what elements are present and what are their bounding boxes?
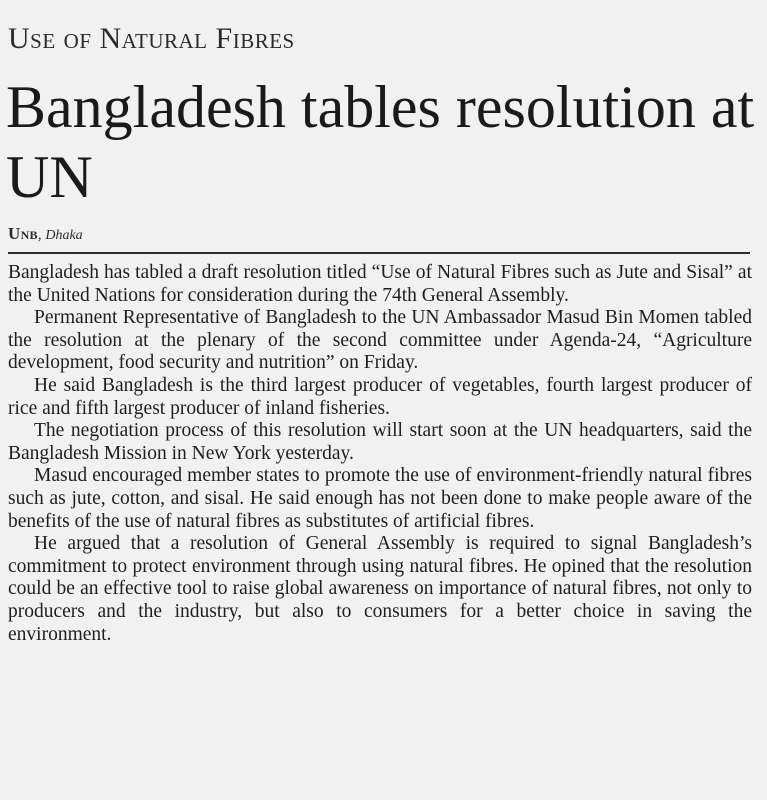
headline: Bangladesh tables resolution at UN xyxy=(6,74,755,210)
byline-place: Dhaka xyxy=(45,228,83,243)
byline-agency: Unb xyxy=(8,224,38,243)
byline-separator: , xyxy=(37,227,46,243)
paragraph: He argued that a resolution of General Assembly is required to signal Bangladesh’s commitment to protect environment through using natural fibres. He opined that the resolution could be an effective tool to raise global awareness on importance of natural fibres, not only to producers and the industry, but also to consumers for a better choice in saving the environment. xyxy=(8,533,752,645)
paragraph: Bangladesh has tabled a draft resolution titled “Use of Natural Fibres such as Jute and Sisal” at the United Nations for consideration during the 74th General Assembly. xyxy=(8,262,752,306)
paragraph: The negotiation process of this resolution will start soon at the UN headquarters, said the Bangladesh Mission in New York yesterday. xyxy=(8,420,752,464)
byline xyxy=(8,224,83,244)
paragraph: Masud encouraged member states to promote the use of environment-friendly natural fibres such as jute, cotton, and sisal. He said enough has not been done to make people aware of the benefits of the use of natural fibres as substitutes of artificial fibres. xyxy=(8,465,752,532)
paragraph: He said Bangladesh is the third largest producer of vegetables, fourth largest producer of rice and fifth largest producer of inland fisheries. xyxy=(8,374,752,419)
byline-rule xyxy=(8,252,750,254)
article-body xyxy=(8,262,752,646)
paragraph: Permanent Representative of Bangladesh to the UN Ambassador Masud Bin Momen tabled the resolution at the plenary of the second committee under Agenda-24, “Agriculture development, food security and nutrition” on Friday. xyxy=(8,307,752,374)
kicker: Use of Natural Fibres xyxy=(8,22,295,55)
